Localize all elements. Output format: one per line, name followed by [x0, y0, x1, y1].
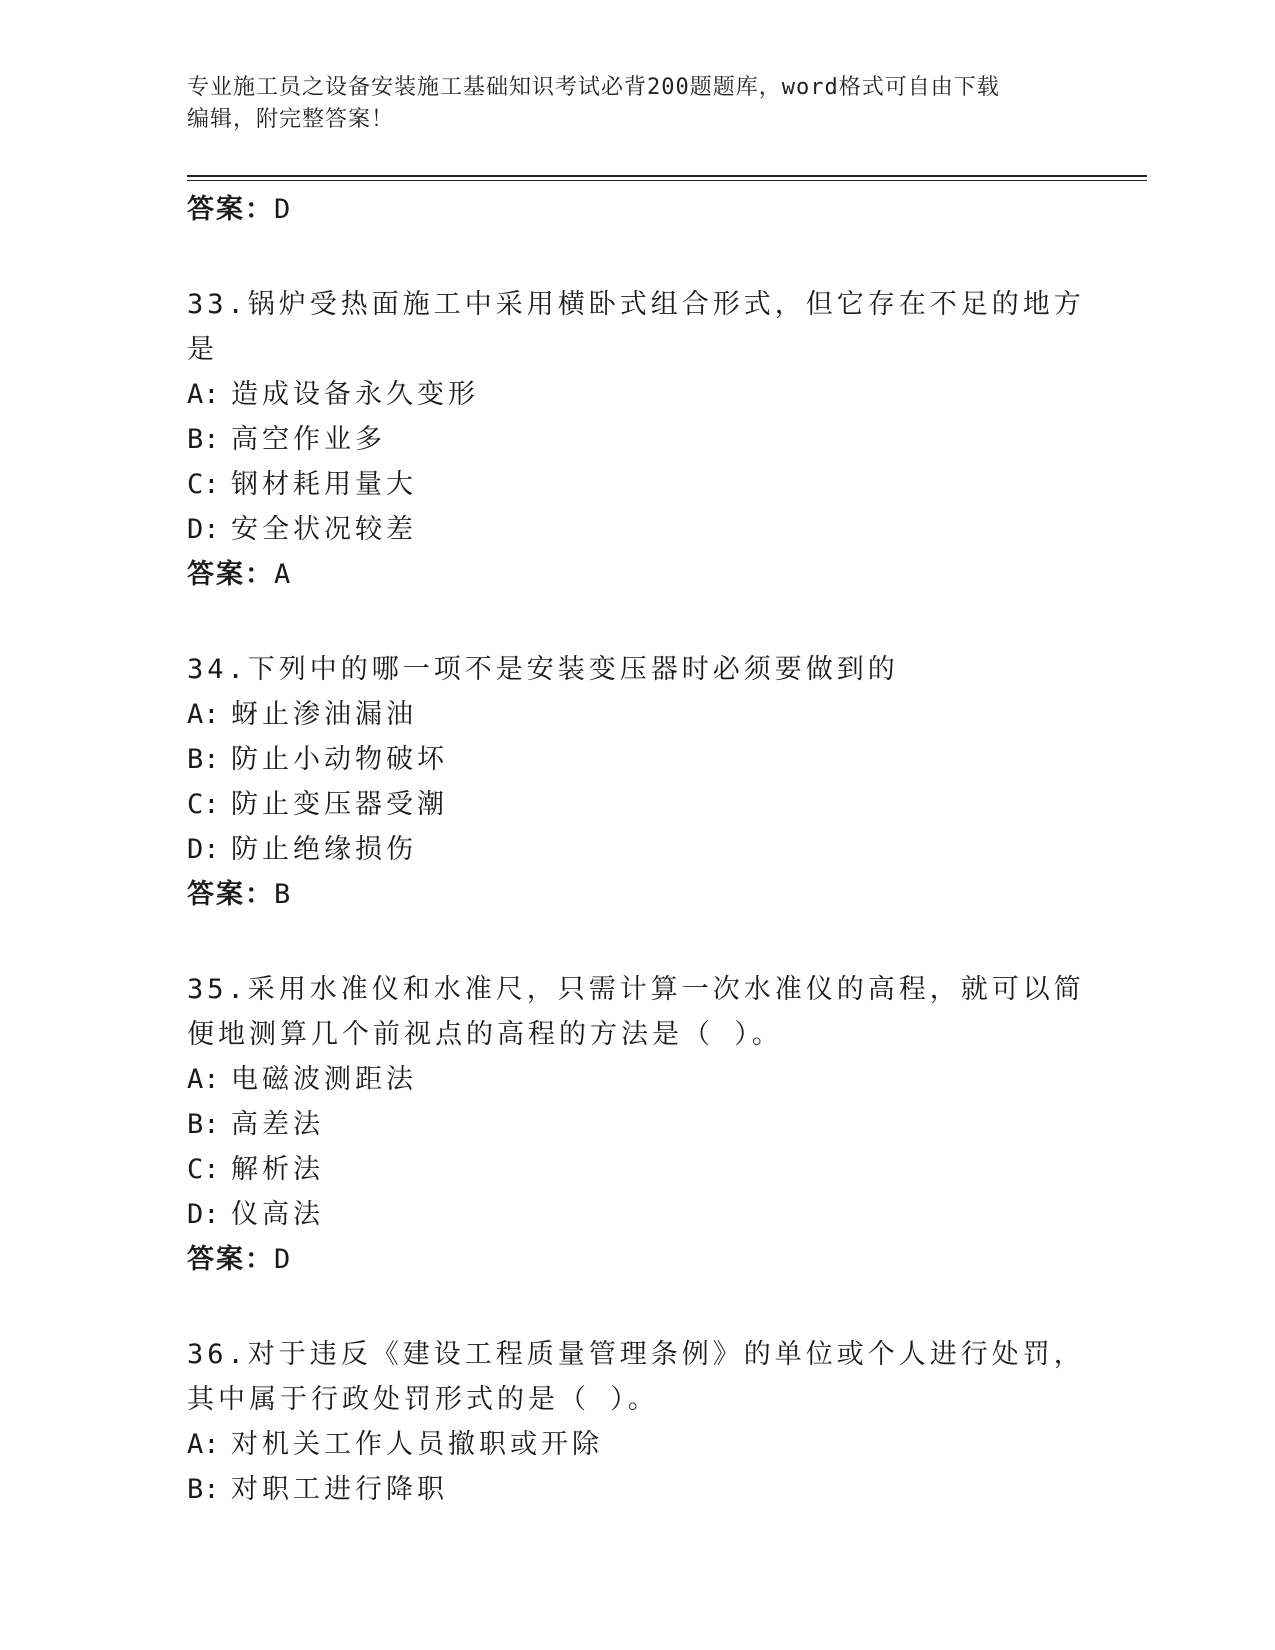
option-text: 高空作业多 — [231, 424, 386, 455]
answer-value: B — [274, 879, 292, 910]
option-key: B: — [187, 744, 220, 775]
answer-line — [187, 1237, 1147, 1282]
option-text: 钢材耗用量大 — [231, 469, 417, 500]
option-b — [187, 1467, 1147, 1512]
option-key: A: — [187, 1429, 220, 1460]
option-text: 高差法 — [231, 1109, 324, 1140]
option-text: 造成设备永久变形 — [231, 379, 479, 410]
option-key: C: — [187, 469, 220, 500]
option-text: 解析法 — [231, 1154, 324, 1185]
question-35 — [187, 967, 1147, 1282]
answer-line — [187, 872, 1147, 917]
spacer — [187, 917, 1147, 967]
option-key: D: — [187, 834, 220, 865]
option-a — [187, 372, 1147, 417]
option-key: B: — [187, 1474, 220, 1505]
page-header — [187, 72, 1087, 136]
answer-value: A — [274, 559, 292, 590]
answer-value: D — [274, 1244, 292, 1275]
option-text: 防止小动物破坏 — [231, 744, 448, 775]
option-b — [187, 417, 1147, 462]
question-stem: 34.下列中的哪一项不是安装变压器时必须要做到的 — [187, 654, 899, 685]
answer-label: 答案： — [187, 1244, 274, 1275]
option-key: D: — [187, 1199, 220, 1230]
option-d — [187, 1192, 1147, 1237]
spacer — [187, 232, 1147, 282]
option-key: D: — [187, 514, 220, 545]
header-title-line-2: 编辑，附完整答案！ — [187, 107, 395, 132]
option-key: A: — [187, 379, 220, 410]
answer-label: 答案： — [187, 559, 274, 590]
option-d — [187, 827, 1147, 872]
answer-value: D — [274, 194, 292, 225]
option-key: C: — [187, 789, 220, 820]
option-text: 安全状况较差 — [231, 514, 417, 545]
option-a — [187, 1422, 1147, 1467]
option-text: 电磁波测距法 — [231, 1064, 417, 1095]
answer-line — [187, 552, 1147, 597]
option-c — [187, 1147, 1147, 1192]
answer-line-previous — [187, 187, 1147, 232]
question-stem: 36.对于违反《建设工程质量管理条例》的单位或个人进行处罚，其中属于行政处罚形式的是（ ）。 — [187, 1339, 1085, 1415]
option-b — [187, 737, 1147, 782]
option-d — [187, 507, 1147, 552]
option-text: 对机关工作人员撤职或开除 — [231, 1429, 603, 1460]
option-text: 防止绝缘损伤 — [231, 834, 417, 865]
spacer — [187, 597, 1147, 647]
option-b — [187, 1102, 1147, 1147]
option-text: 仪高法 — [231, 1199, 324, 1230]
option-key: B: — [187, 424, 220, 455]
question-34 — [187, 647, 1147, 917]
answer-label: 答案： — [187, 194, 274, 225]
option-a — [187, 1057, 1147, 1102]
header-title-line-1: 专业施工员之设备安装施工基础知识考试必背200题题库，word格式可自由下载 — [187, 75, 1000, 100]
spacer — [187, 1282, 1147, 1332]
question-stem: 33.锅炉受热面施工中采用横卧式组合形式，但它存在不足的地方是 — [187, 289, 1085, 365]
question-36 — [187, 1332, 1147, 1512]
header-divider-thick — [187, 175, 1147, 177]
answer-label: 答案： — [187, 879, 274, 910]
header-divider-thin — [187, 180, 1147, 181]
question-33 — [187, 282, 1147, 597]
option-a — [187, 692, 1147, 737]
option-key: A: — [187, 1064, 220, 1095]
question-stem: 35.采用水准仪和水准尺，只需计算一次水准仪的高程，就可以简便地测算几个前视点的高程的方法是（ ）。 — [187, 974, 1085, 1050]
option-key: B: — [187, 1109, 220, 1140]
option-text: 防止变压器受潮 — [231, 789, 448, 820]
option-key: C: — [187, 1154, 220, 1185]
question-list — [187, 187, 1147, 1512]
option-text: 对职工进行降职 — [231, 1474, 448, 1505]
option-c — [187, 782, 1147, 827]
option-c — [187, 462, 1147, 507]
option-text: 蚜止渗油漏油 — [231, 699, 417, 730]
option-key: A: — [187, 699, 220, 730]
